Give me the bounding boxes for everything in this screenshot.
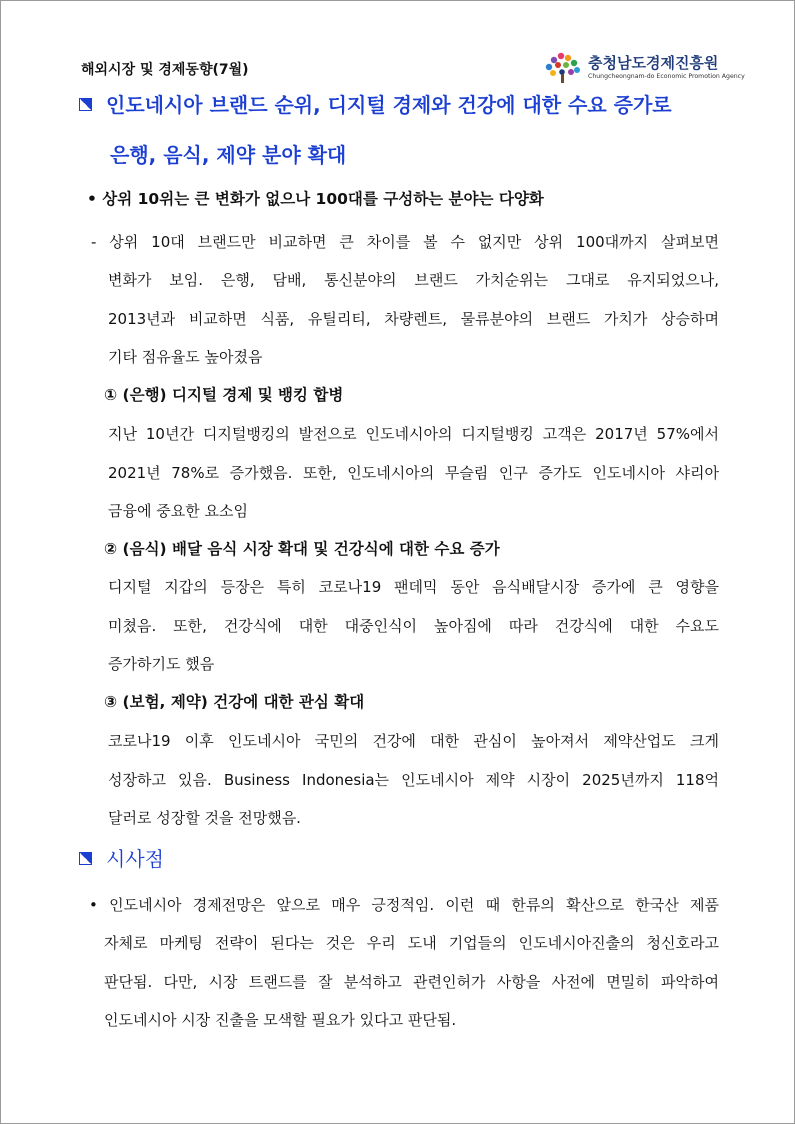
paragraph-line: 금융에 중요한 요소임: [108, 502, 248, 520]
section2-title-text: 시사점: [106, 847, 164, 871]
section1-title: [79, 80, 729, 180]
section-marker-icon: [79, 98, 92, 111]
paragraph-line: 2013년과 비교하면 식품, 유틸리티, 차량렌트, 물류분야의 브랜드 가치가 상승하며: [108, 309, 719, 328]
paragraph-line: 성장하고 있음. Business Indonesia는 인도네시아 제약 시장이 2025년까지 118억: [108, 770, 719, 789]
section-marker-icon: [79, 852, 92, 865]
org-name-korean: 충청남도경제진흥원: [588, 54, 719, 72]
paragraph-line: 증가하기도 했음: [108, 655, 215, 673]
paragraph-line: 자체로 마케팅 전략이 된다는 것은 우리 도내 기업들의 인도네시아진출의 청신호라고: [104, 934, 719, 952]
report-title: 해외시장 및 경제동향(7월): [81, 62, 249, 78]
section2-title: [79, 843, 164, 872]
paragraph-line: 미쳤음. 또한, 건강식에 대한 대중인식이 높아짐에 따라 건강식에 대한 수요도: [108, 616, 719, 635]
paragraph-line: 달러로 성장할 것을 전망했음.: [108, 809, 301, 827]
section1-title-line2: 은행, 음식, 제약 분야 확대: [110, 143, 347, 167]
paragraph-line: 기타 점유율도 높아졌음: [108, 348, 263, 366]
paragraph-line: 디지털 지갑의 등장은 특히 코로나19 팬데믹 동안 음식배달시장 증가에 큰 영향을: [108, 578, 719, 596]
paragraph-line: • 인도네시아 경제전망은 앞으로 매우 긍정적임. 이런 때 한류의 확산으로 한국산 제품: [89, 896, 719, 914]
paragraph-line: 지난 10년간 디지털뱅킹의 발전으로 인도네시아의 디지털뱅킹 고객은 2017년 57%에서: [108, 425, 719, 443]
paragraph-line: 인도네시아 시장 진출을 모색할 필요가 있다고 판단됨.: [104, 1011, 457, 1029]
section1-dash-paragraph: [91, 223, 719, 262]
section2-paragraph: [104, 924, 719, 1040]
org-name-english: Chungcheongnam-do Economic Promotion Agency: [588, 73, 745, 80]
section1-dash-paragraph-cont: [108, 261, 719, 377]
paragraph-line: - 상위 10대 브랜드만 비교하면 큰 차이를 볼 수 없지만 상위 100대까지 살펴보면: [91, 233, 719, 251]
paragraph-line: 코로나19 이후 인도네시아 국민의 건강에 대한 관심이 높아져서 제약산업도 크게: [108, 732, 719, 750]
section1-bullet-heading: • 상위 10위는 큰 변화가 없으나 100대를 구성하는 분야는 다양화: [87, 190, 544, 208]
section1-title-line1: 인도네시아 브랜드 순위, 디지털 경제와 건강에 대한 수요 증가로: [106, 93, 672, 117]
item1-paragraph: [108, 415, 719, 531]
item3-paragraph: [108, 722, 719, 838]
paragraph-line: 판단됨. 다만, 시장 트랜드를 잘 분석하고 관련인허가 사항을 사전에 면밀히 파악하여: [104, 972, 719, 991]
item2-heading: ② (음식) 배달 음식 시장 확대 및 건강식에 대한 수요 증가: [104, 540, 500, 558]
item3-heading: ③ (보험, 제약) 건강에 대한 관심 확대: [104, 693, 365, 711]
paragraph-line: 변화가 보임. 은행, 담배, 통신분야의 브랜드 가치순위는 그대로 유지되었으나,: [108, 271, 719, 289]
item1-heading: ① (은행) 디지털 경제 및 뱅킹 합병: [104, 386, 344, 404]
paragraph-line: 2021년 78%로 증가했음. 또한, 인도네시아의 무슬림 인구 증가도 인도네시아 샤리아: [108, 463, 719, 482]
item2-paragraph: [108, 568, 719, 684]
section2-paragraph-first: [89, 886, 719, 925]
